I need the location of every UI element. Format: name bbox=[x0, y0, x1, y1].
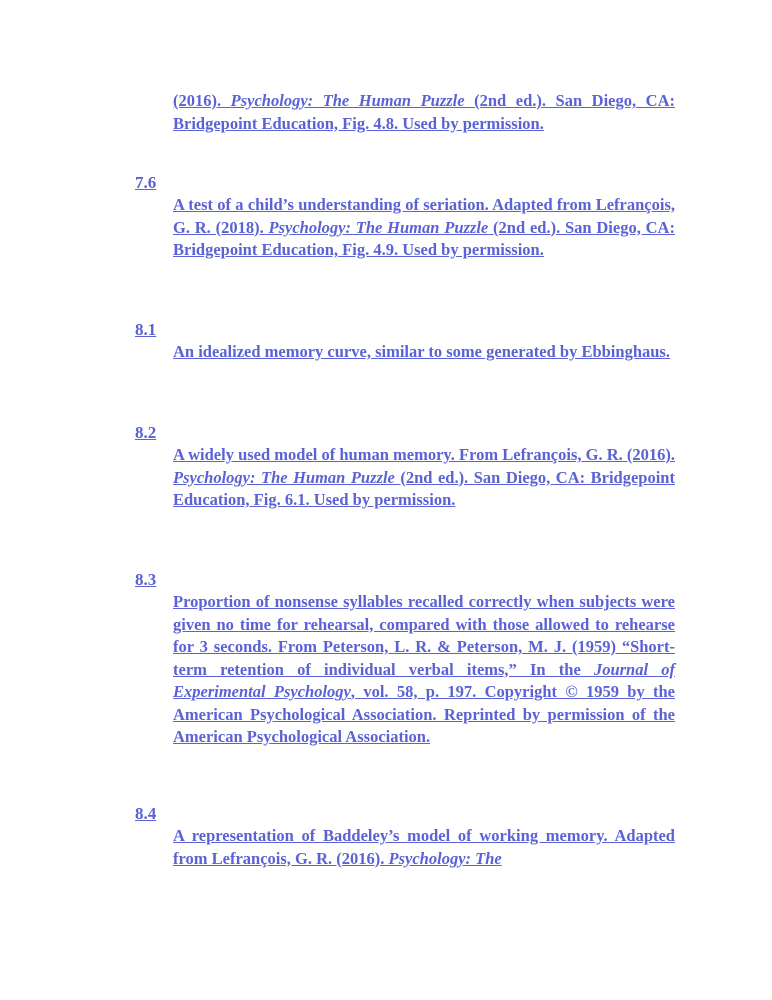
caption-text: An idealized memory curve, similar to some generated by Ebbinghaus. bbox=[173, 342, 670, 361]
figure-caption[interactable] bbox=[173, 194, 675, 262]
figure-caption[interactable] bbox=[173, 591, 675, 749]
figure-number-link[interactable]: 8.3 bbox=[135, 570, 157, 589]
caption-text: (2016). bbox=[173, 91, 231, 110]
caption-text: (2nd ed.). San Diego, CA: Bridgepoint Education, Fig. 4.9. Used by permission. bbox=[173, 217, 675, 259]
figure-entry-8-4 bbox=[135, 803, 675, 870]
figure-number-link[interactable]: 8.4 bbox=[135, 804, 157, 823]
caption-italic-title: Psychology: The Human Puzzle bbox=[230, 91, 465, 110]
caption-text: Proportion of nonsense syllables recalled correctly when subjects were given no time for rehearsal, compared with those allowed to rehearse for 3 seconds. From Peterson, L. R. & Peterson, M. J. (1959) “Short-term retention of individual verbal items,” In the bbox=[173, 592, 675, 679]
figure-entry-continued bbox=[135, 90, 675, 135]
figure-number-link[interactable]: 7.6 bbox=[135, 173, 157, 192]
caption-text: (2nd ed.). San Diego, CA: Bridgepoint Education, Fig. 6.1. Used by permission. bbox=[173, 467, 675, 509]
figure-entry-8-1 bbox=[135, 319, 675, 364]
figure-number-link[interactable]: 8.2 bbox=[135, 423, 157, 442]
figure-caption[interactable] bbox=[173, 341, 675, 364]
figure-entry-7-6 bbox=[135, 172, 675, 262]
figure-caption[interactable] bbox=[173, 825, 675, 870]
caption-text: A representation of Baddeley’s model of working memory. Adapted from Lefrançois, G. R. (2016). bbox=[173, 826, 675, 868]
figure-caption[interactable] bbox=[173, 444, 675, 512]
caption-italic-title: Psychology: The Human Puzzle bbox=[268, 217, 489, 237]
caption-text: (2nd ed.). San Diego, CA: Bridgepoint Education, Fig. 4.8. Used by permission. bbox=[173, 91, 675, 133]
caption-text: , vol. 58, p. 197. Copyright © 1959 by the American Psychological Association. Reprinted by permission of the American Psychological Association. bbox=[173, 682, 675, 746]
figure-entry-8-2 bbox=[135, 422, 675, 512]
caption-italic-title: Psychology: The bbox=[388, 848, 502, 868]
caption-italic-title: Psychology: The Human Puzzle bbox=[173, 467, 395, 487]
figure-entry-8-3 bbox=[135, 569, 675, 749]
figure-caption[interactable] bbox=[173, 90, 675, 135]
caption-text: A test of a child’s understanding of seriation. Adapted from Lefrançois, G. R. (2018). bbox=[173, 195, 675, 237]
caption-text: A widely used model of human memory. From Lefrançois, G. R. (2016). bbox=[173, 445, 676, 464]
caption-italic-title: Journal of Experimental Psychology bbox=[173, 659, 675, 701]
figure-number-link[interactable]: 8.1 bbox=[135, 320, 157, 339]
